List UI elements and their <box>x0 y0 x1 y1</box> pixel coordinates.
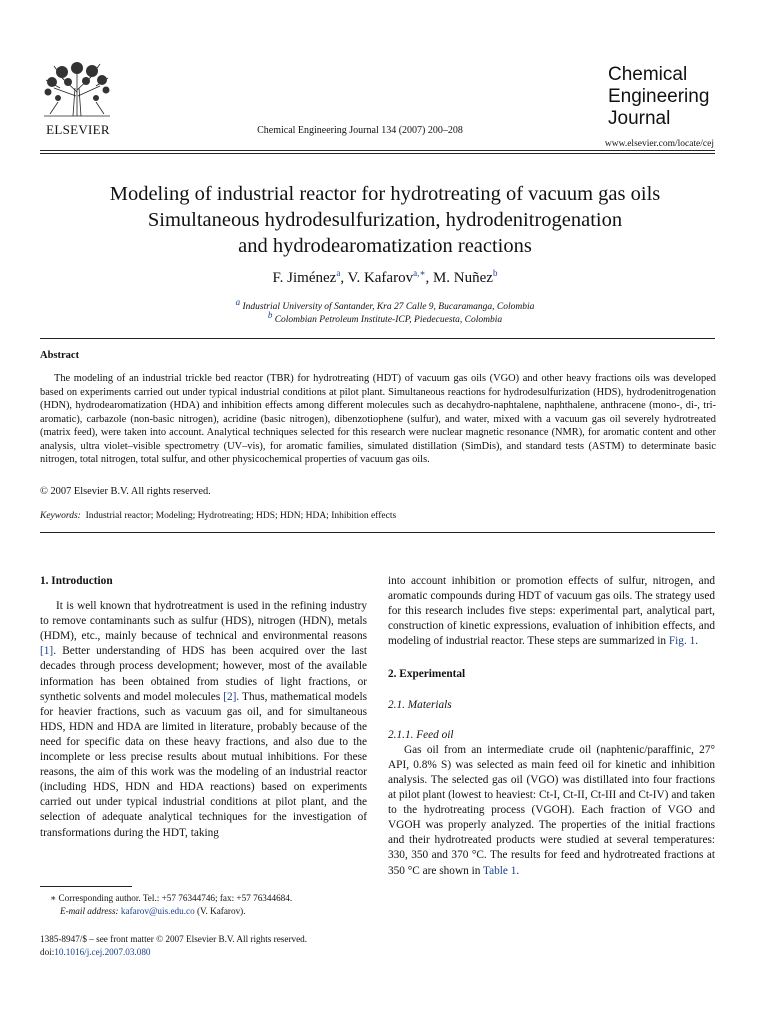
journal-name <box>608 64 709 130</box>
reference-link[interactable]: [1] <box>40 645 54 658</box>
abstract-top-rule <box>40 338 715 339</box>
title-line: Modeling of industrial reactor for hydrotreating of vacuum gas oils <box>109 183 661 205</box>
section-heading-experimental: 2. Experimental <box>388 668 466 681</box>
affiliation <box>40 310 730 325</box>
author-name: V. Kafarov <box>347 270 414 286</box>
issn-line: 1385-8947/$ – see front matter © 2007 Elsevier B.V. All rights reserved. <box>40 934 308 944</box>
intro-paragraph <box>40 599 367 841</box>
email-footnote <box>40 905 370 917</box>
journal-url[interactable]: www.elsevier.com/locate/cej <box>604 139 714 149</box>
title-line: Simultaneous hydrodesulfurization, hydrodenitrogenation <box>147 209 623 231</box>
journal-name-line: Engineering <box>608 86 710 107</box>
title-line: and hydrodearomatization reactions <box>238 235 532 257</box>
reference-link[interactable]: [2] <box>223 690 237 703</box>
doi-label: doi: <box>40 947 55 957</box>
table-link[interactable]: Table 1 <box>483 864 517 877</box>
email-link[interactable]: kafarov@uis.edu.co <box>120 906 195 916</box>
text-run: . Better understanding of HDS has been acquired over the last decades through process development; however, most of the available information has been obtained from studies of light fractions, or synthetic solvents and model molecules <box>40 645 367 703</box>
header-rule <box>40 150 715 151</box>
author-affiliation-marker[interactable]: b <box>492 268 498 278</box>
email-suffix: (V. Kafarov). <box>194 906 246 916</box>
affiliation-text: Industrial University of Santander, Kra 27 Calle 9, Bucaramanga, Colombia <box>242 302 535 313</box>
feed-oil-paragraph <box>388 743 715 879</box>
journal-name-line: Journal <box>608 108 671 129</box>
affiliation-text: Colombian Petroleum Institute-ICP, Piedecuesta, Colombia <box>274 315 503 326</box>
elsevier-tree-logo <box>40 58 114 118</box>
subsubsection-heading-feed-oil: 2.1.1. Feed oil <box>388 728 454 741</box>
author-name: F. Jiménez <box>272 270 337 286</box>
footnote-rule <box>40 886 132 887</box>
affiliation-marker: b <box>267 310 273 320</box>
keywords-list: Industrial reactor; Modeling; Hydrotreating; HDS; HDN; HDA; Inhibition effects <box>85 511 397 521</box>
publisher-name: ELSEVIER <box>46 122 110 137</box>
text-run: into account inhibition or promotion effects of sulfur, nitrogen, and aromatic compounds during HDT of vacuum gas oils. The strategy used for this research includes five steps: experimental part, analytical part, construction of kinetic expressions, evaluation of inhibition effects, and modeling of industrial reactor. These steps are summarized in <box>388 575 715 648</box>
author-affiliation-marker[interactable]: a <box>336 268 341 278</box>
keywords-rule <box>40 532 715 533</box>
keywords-label: Keywords: <box>40 511 81 521</box>
keywords <box>40 511 716 521</box>
text-run: . Thus, mathematical models for heavier fractions, such as vacuum gas oil, and for simultaneous HDS, HDN and HDA are limited in literature, probably because of the need for specific data on these heavy fractions, and also due to the incomplete or less precise results about mutual inhibitions. For these reasons, the aim of this work was the modeling of an industrial reactor (including HDS, HDN and HDA reactions) based on experiments carried out under typical industrial conditions at pilot plant, and the selection of adequate analytical techniques for the investigation of transformations during the HDT, taking <box>40 690 367 839</box>
doi-link[interactable]: 10.1016/j.cej.2007.03.080 <box>54 947 151 957</box>
affiliation-marker: a <box>235 297 241 307</box>
abstract-text: The modeling of an industrial trickle bed reactor (TBR) for hydrotreating (HDT) of vacuum gas oils (VGO) and other heavy fractions oils was developed based on experiments carried out under typical industrial conditions at pilot plant. Simultaneous reactions for hydrodesulfurization (HDS), hydrodenitrogenation (HDN), hydrodearomatization (HDA) and inhibition effects among different molecules such as decahydro-naphtalene, naphthalene, anthracene (mono-, di-, tri-aromatic), carbazole (non-basic nitrogen), acridine (basic nitrogen), dibenzotiophene (sulfur), and water, mixed with a vacuum gas oil severely hydrotreated (matrix feed), were taken into account. Analytical techniques selected for this research were nuclear magnetic resonance (NMR), for aromatic content and other analysis, ultra violet–visible spectrometry (UV–vis), for aromatic families, simulated distillation (SimDis), and standard tests (ASTM) to determinate basic nitrogen, total nitrogen, total sulfur, and other physicochemical properties of vacuum gas oils. <box>40 373 716 465</box>
author-affiliation-marker[interactable]: a,∗ <box>413 268 426 278</box>
text-run: . <box>516 864 520 877</box>
journal-name-line: Chemical <box>608 64 688 85</box>
copyright-notice: © 2007 Elsevier B.V. All rights reserved. <box>40 486 211 497</box>
journal-reference: Chemical Engineering Journal 134 (2007) 200–208 <box>257 125 463 136</box>
text-run: It is well known that hydrotreatment is used in the refining industry to remove contaminants such as sulfur (HDS), nitrogen (HDN), metals (HDM), etc., mainly because of technical and environmental reasons <box>40 600 367 643</box>
text-run: Gas oil from an intermediate crude oil (naphtenic/paraffinic, 27° API, 0.8% S) was selected as main feed oil for kinetic and inhibition analysis. The selected gas oil (VGO) was distillated into four fractions at pilot plant (lowest to heaviest: Ct-I, Ct-II, Ct-III and Ct-IV) and taken to the hydrotreating process (VGOH). Each fraction of VGO and VGOH was properly analyzed. The properties of the initial fractions and their hydrotreated products were studied at several temperatures: 330, 350 and 370 °C. The results for feed and hydrotreated fractions at 350 °C are shown in <box>388 743 715 877</box>
author-list: F. Jiménez$^a$, V. Kafarov$^{a,∗}$, M. Nuñez$^b$ <box>272 268 498 286</box>
subsection-heading-materials: 2.1. Materials <box>388 698 452 711</box>
article-title <box>40 181 730 259</box>
corresponding-author-footnote: ∗ Corresponding author. Tel.: +57 76344746; fax: +57 76344684. <box>50 893 293 903</box>
doi-line <box>40 947 151 957</box>
continued-paragraph <box>388 574 715 649</box>
text-run: . <box>695 635 699 648</box>
section-heading-introduction: 1. Introduction <box>40 575 113 587</box>
email-label: E-mail address: <box>60 906 119 916</box>
right-column <box>388 574 715 879</box>
figure-link[interactable]: Fig. 1 <box>668 635 696 648</box>
abstract-heading: Abstract <box>40 350 80 361</box>
left-column <box>40 574 367 841</box>
header-rule <box>40 153 715 154</box>
author-name: M. Nuñez <box>432 270 493 286</box>
